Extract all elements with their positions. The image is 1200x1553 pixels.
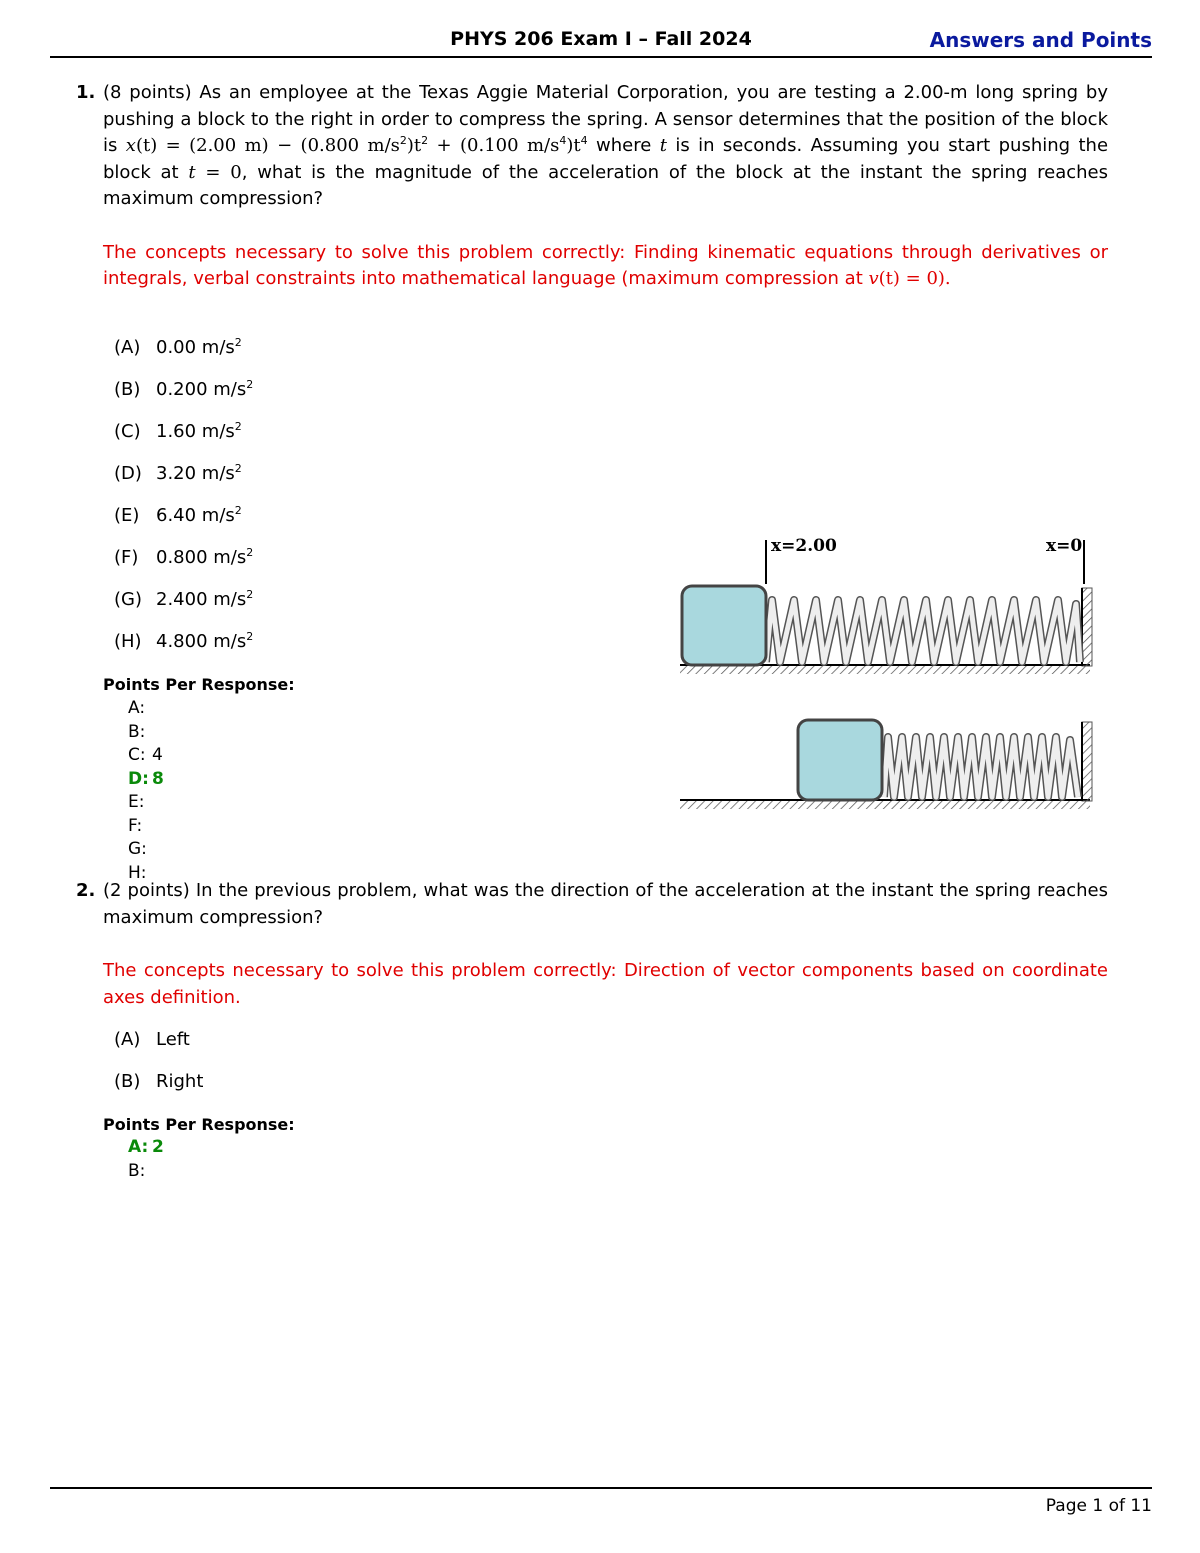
wall-top [1082, 588, 1092, 666]
choice-f: (F) 0.800 $m/s^2$ [114, 546, 254, 568]
wall-bottom [1082, 722, 1092, 801]
choice-a: (A) 0.00 $m/s^2$ [114, 336, 242, 358]
choice-d: (D) 3.20 $m/s^2$ [114, 462, 242, 484]
points-row: H: [128, 862, 147, 883]
block-top [682, 586, 766, 665]
choice-c: (C) 1.60 $m/s^2$ [114, 420, 242, 442]
choice-b: (B) Right [114, 1071, 204, 1092]
label-x-2: x=2.00 [771, 536, 837, 556]
points-list [128, 697, 164, 885]
question-text: (2 points) In the previous problem, what was the direction of the acceleration at the instant the spring reaches maximum compression? [103, 880, 1108, 928]
points-row-correct: A: 2 [128, 1137, 164, 1157]
block-bottom [798, 720, 882, 800]
choice-b: (B) 0.200 $m/s^2$ [114, 378, 254, 400]
question-2 [76, 878, 1108, 1011]
page-header [50, 26, 1152, 58]
floor-bottom [680, 800, 1090, 809]
points-list [128, 1136, 164, 1183]
concepts-note: The concepts necessary to solve this problem correctly: Direction of vector components based on coordinate axes definition. [103, 960, 1108, 1008]
page-number: Page 1 of 11 [1045, 1496, 1152, 1516]
choice-g: (G) 2.400 $m/s^2$ [114, 588, 254, 610]
question-text: (8 points) As an employee at the Texas Aggie Material Corporation, you are testing a 2.00-m long spring by pushing a block to the right in order to compress the spring. A sensor determines that the position of the block is x(t) = (2.00 m) − (0.800 $m/s^2)t^2 + (0.100$ $m/s^4)t^4$ where t is in seconds. Assuming you start pushing the block at t = 0, what is the magnitude of the acceleration of the block at the instant the spring reaches maximum compression? [103, 82, 1109, 209]
points-per-response-title: Points Per Response: [103, 675, 295, 694]
choice-h: (H) 4.800 $m/s^2$ [114, 630, 254, 652]
spring-diagram [676, 532, 1096, 822]
label-x-0: x=0 [1046, 536, 1083, 556]
points-row: E: [128, 792, 145, 812]
points-row: F: [128, 815, 143, 836]
points-row: C: 4 [128, 745, 163, 765]
choice-e: (E) 6.40 $m/s^2$ [114, 504, 242, 526]
spring-block-figure [676, 532, 1096, 822]
footer-rule [50, 1487, 1152, 1489]
question-number: 1. [76, 82, 96, 103]
answers-label: Answers and Points [929, 28, 1152, 52]
choice-a: (A) Left [114, 1029, 190, 1050]
points-per-response-title: Points Per Response: [103, 1115, 295, 1134]
question-number: 2. [76, 880, 96, 901]
points-row: G: [128, 839, 147, 859]
exam-title: PHYS 206 Exam I – Fall 2024 [450, 28, 752, 50]
question-1 [76, 80, 1108, 293]
points-row: B: [128, 721, 146, 742]
points-row: B: [128, 1160, 146, 1181]
points-row: A: [128, 698, 146, 718]
points-row-correct: D: 8 [128, 768, 164, 789]
concepts-note: The concepts necessary to solve this problem correctly: Finding kinematic equations through derivatives or integrals, verbal constraints into mathematical language (maximum compression at v(t) = 0). [103, 241, 1108, 289]
